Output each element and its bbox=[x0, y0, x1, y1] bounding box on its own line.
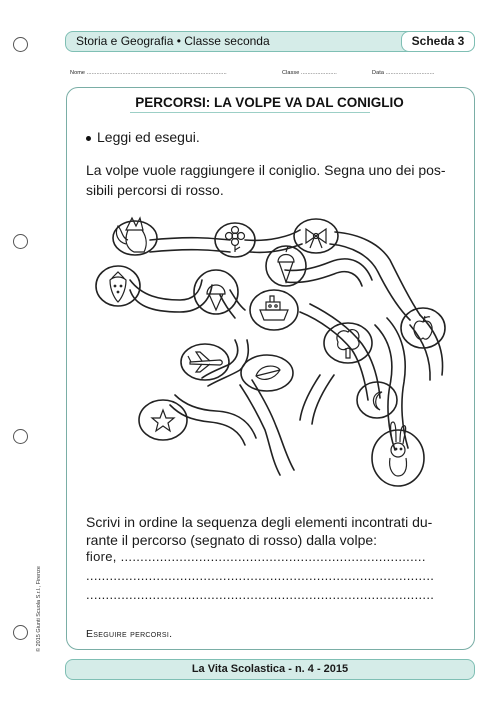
worksheet-number: Scheda 3 bbox=[401, 31, 475, 52]
binder-hole bbox=[13, 37, 28, 52]
header-bar bbox=[65, 31, 475, 52]
ice-cream-icon bbox=[278, 246, 294, 282]
ship-icon bbox=[260, 296, 288, 320]
task-text-line1: La volpe vuole raggiungere il coniglio. Segna uno dei pos- bbox=[86, 162, 446, 178]
class-field[interactable]: Classe ...................... bbox=[282, 70, 337, 76]
fox-icon bbox=[116, 218, 146, 252]
maze-illustration bbox=[90, 200, 470, 500]
answer-line-3[interactable]: ......................................................................................... bbox=[86, 587, 435, 602]
copyright-notice: © 2015 Giunti Scuola S.r.l., Firenze bbox=[36, 566, 42, 652]
bullet-icon bbox=[86, 136, 91, 141]
strawberry-icon bbox=[110, 272, 126, 302]
footer-bar bbox=[65, 659, 475, 680]
question-line2: rante il percorso (segnato di rosso) dalla volpe: bbox=[86, 532, 378, 548]
tree-icon bbox=[337, 330, 359, 358]
magazine-issue: La Vita Scolastica - n. 4 - 2015 bbox=[191, 663, 349, 675]
answer-line-1[interactable]: fiore, .............................................................................. bbox=[86, 549, 426, 564]
task-text-line2: sibili percorsi di rosso. bbox=[86, 182, 224, 198]
answer-line-2[interactable]: ......................................................................................... bbox=[86, 568, 435, 583]
apple-icon bbox=[414, 316, 432, 339]
moon-icon bbox=[373, 392, 382, 410]
leaf-icon bbox=[256, 366, 280, 379]
instruction bbox=[86, 129, 200, 145]
subject-title: Storia e Geografia • Classe seconda bbox=[76, 34, 270, 48]
objective-note: Eseguire percorsi. bbox=[86, 628, 173, 640]
instruction-text: Leggi ed esegui. bbox=[97, 129, 200, 145]
bow-icon bbox=[306, 229, 326, 248]
date-field[interactable]: Data .............................. bbox=[372, 70, 435, 76]
question-line1: Scrivi in ordine la sequenza degli elementi incontrati du- bbox=[86, 514, 433, 530]
binder-hole bbox=[13, 625, 28, 640]
name-field[interactable]: Nome ...................................................................................... bbox=[70, 70, 227, 76]
binder-hole bbox=[13, 234, 28, 249]
binder-hole bbox=[13, 429, 28, 444]
title-underline bbox=[130, 112, 370, 113]
flower-icon bbox=[226, 227, 245, 253]
star-icon bbox=[152, 410, 174, 431]
exercise-title: PERCORSI: LA VOLPE VA DAL CONIGLIO bbox=[135, 95, 404, 110]
ice-cream-icon bbox=[207, 285, 225, 310]
